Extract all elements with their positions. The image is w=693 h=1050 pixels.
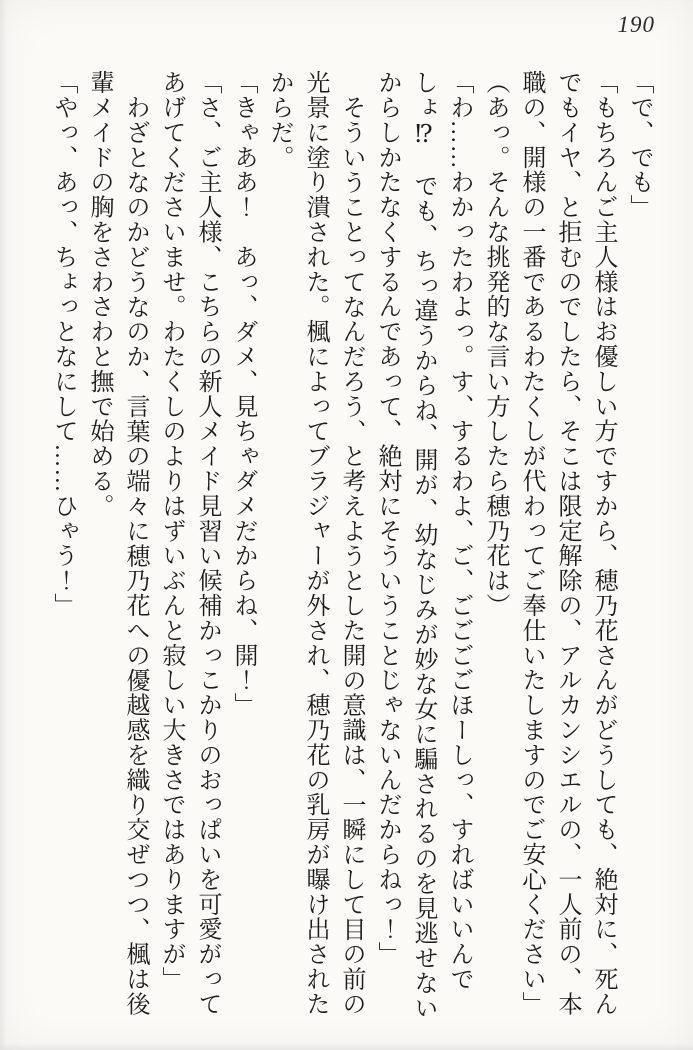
text-line: 光景に塗り潰された。楓によってブラジャーが外され、穂乃花の乳房が曝け出された bbox=[302, 70, 328, 1017]
text-line: （あっ。そんな挑発的な言い方したら穂乃花は） bbox=[482, 70, 508, 618]
text-line: 「さ、ご主人様、こちらの新人メイド見習い候補かっこかりのおっぱいを可愛がって bbox=[194, 70, 220, 1017]
text-line: あげてくださいませ。わたくしのよりはずいぶんと寂しい大きさではありますが」 bbox=[158, 70, 184, 992]
text-line: 「やっ、あっ、ちょっとなにして……ひゃう！」 bbox=[50, 70, 76, 618]
text-block bbox=[45, 70, 657, 1021]
text-line: 職の、開様の一番であるわたくしが代わってご奉仕いたしますのでご安心ください」 bbox=[518, 70, 544, 1017]
text-line: わざとなのかどうなのか、言葉の端々に穂乃花への優越感を織り交ぜつつ、楓は後 bbox=[122, 95, 148, 1017]
text-line: からしかたなくするんであって、絶対にそういうことじゃないんだからねっ！」 bbox=[374, 70, 400, 967]
text-line: 「で、でも」 bbox=[626, 70, 652, 220]
text-line: そういうことってなんだろう、と考えようとした開の意識は、一瞬にして目の前の bbox=[338, 95, 364, 1017]
text-line: 「もちろんご主人様はお優しい方ですから、穂乃花さんがどうしても、絶対に、死ん bbox=[590, 70, 616, 1017]
text-line: 「わ……わかったわよっ。す、するわよ、ご、ごごごごほーしっ、すればいいんで bbox=[446, 70, 472, 992]
text-line: でもイヤ、と拒むのでしたら、そこは限定解除の、アルカンシエルの、一人前の、本 bbox=[554, 70, 580, 1017]
text-line: からだ。 bbox=[266, 70, 292, 170]
text-line: 輩メイドの胸をさわさわと撫で始める。 bbox=[86, 70, 112, 519]
text-line: しょ⁉ でも、ちっ違うからね、開が、幼なじみが妙な女に騙されるのを見逃せない bbox=[410, 70, 436, 1021]
page-number: 190 bbox=[617, 12, 655, 37]
text-line: 「きゃああ！ あっ、ダメ、見ちゃダメだからね、開！」 bbox=[230, 70, 256, 718]
